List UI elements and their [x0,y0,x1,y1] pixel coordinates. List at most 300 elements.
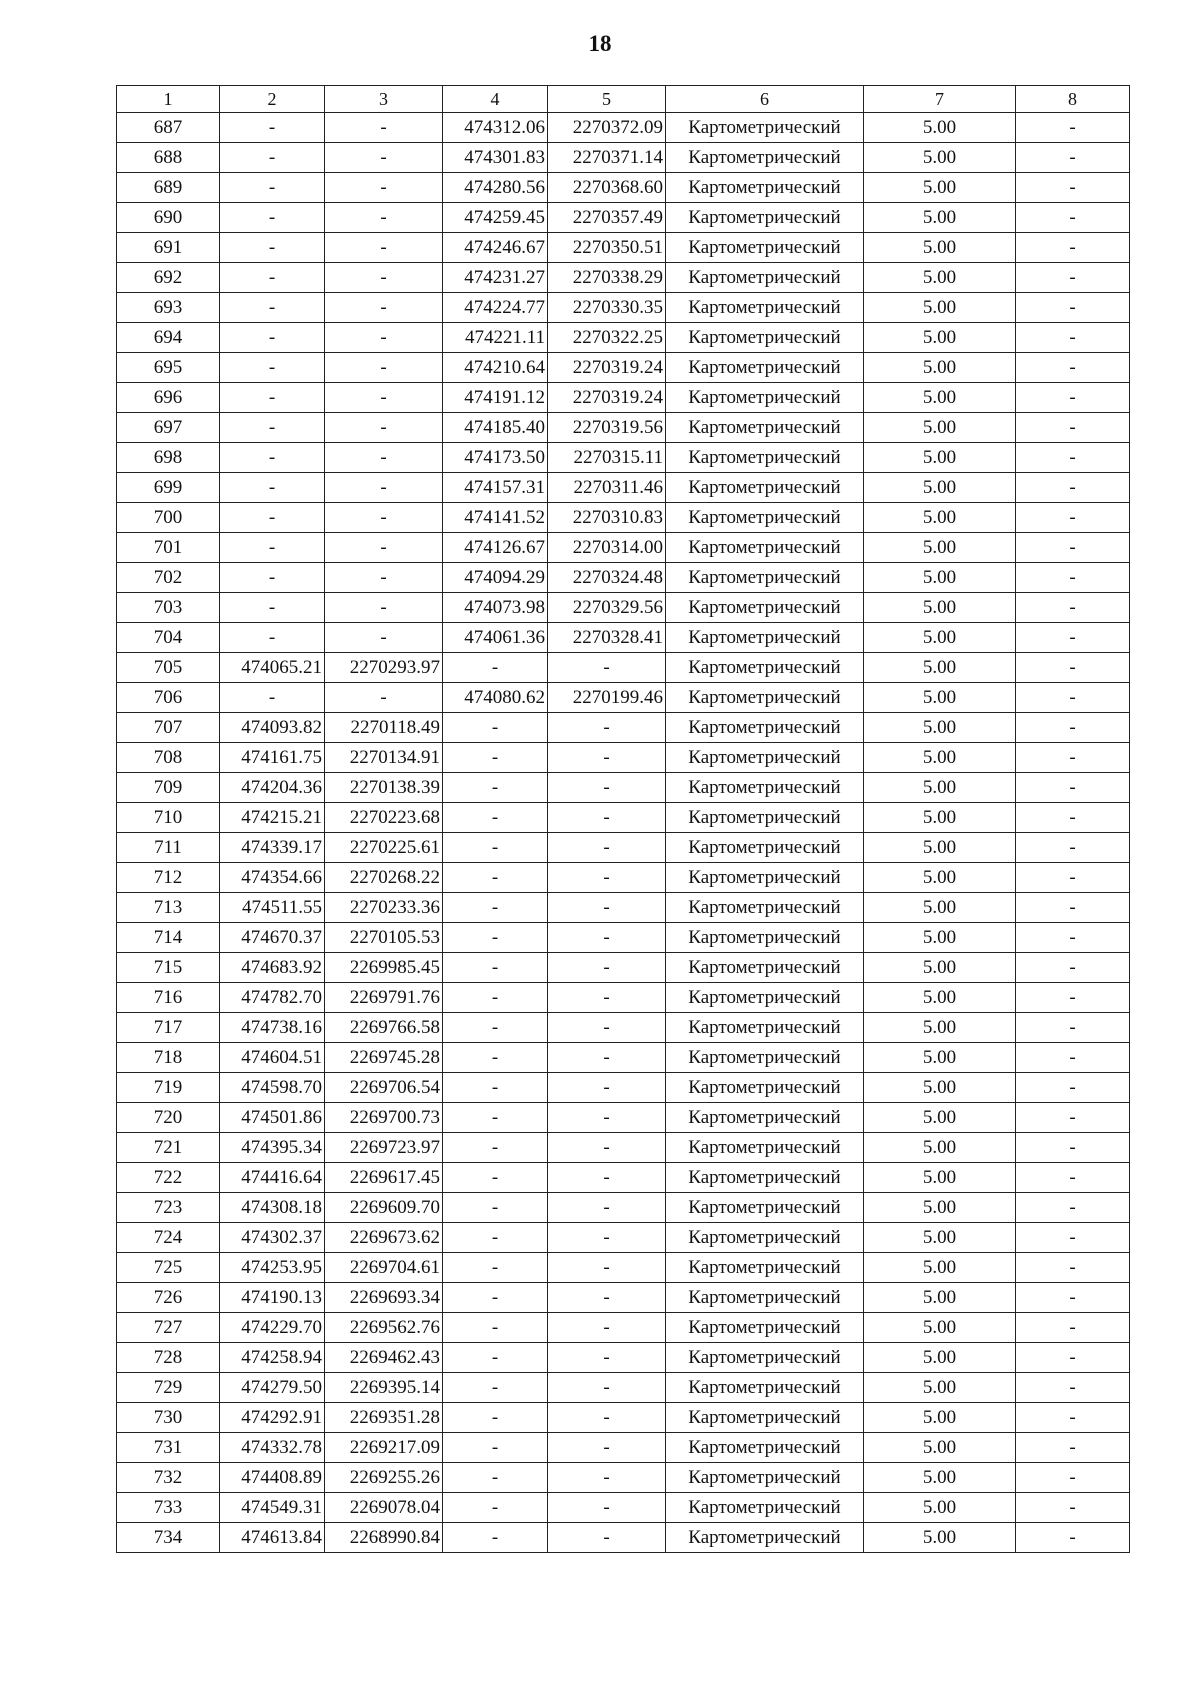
point-number-cell: 701 [117,533,220,563]
table-row [117,1103,1130,1133]
table-row [117,1253,1130,1283]
y-old-cell: 2269745.28 [325,1043,443,1073]
description-cell: - [1016,503,1130,533]
y-old-cell: 2269351.28 [325,1403,443,1433]
table-row [117,773,1130,803]
x-new-cell: 474141.52 [443,503,548,533]
y-new-cell: 2270329.56 [548,593,666,623]
table-row [117,1523,1130,1553]
y-old-cell: 2270293.97 [325,653,443,683]
accuracy-cell: 5.00 [864,1013,1016,1043]
x-old-cell: 474215.21 [220,803,325,833]
y-new-cell: - [548,1253,666,1283]
table-row [117,893,1130,923]
y-new-cell: - [548,1523,666,1553]
accuracy-cell: 5.00 [864,623,1016,653]
x-old-cell: - [220,533,325,563]
description-cell: - [1016,1283,1130,1313]
accuracy-cell: 5.00 [864,233,1016,263]
table-body [117,86,1130,1553]
x-old-cell: 474339.17 [220,833,325,863]
accuracy-cell: 5.00 [864,683,1016,713]
table-row [117,1043,1130,1073]
accuracy-cell: 5.00 [864,1463,1016,1493]
accuracy-cell: 5.00 [864,713,1016,743]
accuracy-cell: 5.00 [864,833,1016,863]
x-old-cell: - [220,353,325,383]
accuracy-cell: 5.00 [864,923,1016,953]
point-number-cell: 712 [117,863,220,893]
y-new-cell: 2270322.25 [548,323,666,353]
method-cell: Картометрический [666,1313,864,1343]
y-old-cell: - [325,683,443,713]
point-number-cell: 726 [117,1283,220,1313]
table-row [117,683,1130,713]
point-number-cell: 687 [117,113,220,143]
description-cell: - [1016,1223,1130,1253]
y-old-cell: - [325,563,443,593]
y-old-cell: - [325,503,443,533]
x-old-cell: 474598.70 [220,1073,325,1103]
accuracy-cell: 5.00 [864,203,1016,233]
accuracy-cell: 5.00 [864,113,1016,143]
point-number-cell: 732 [117,1463,220,1493]
x-old-cell: 474395.34 [220,1133,325,1163]
description-cell: - [1016,863,1130,893]
accuracy-cell: 5.00 [864,1163,1016,1193]
x-old-cell: 474065.21 [220,653,325,683]
accuracy-cell: 5.00 [864,473,1016,503]
header-row [117,86,1130,113]
y-old-cell: - [325,263,443,293]
x-old-cell: 474204.36 [220,773,325,803]
y-new-cell: - [548,1403,666,1433]
y-new-cell: - [548,1193,666,1223]
method-cell: Картометрический [666,233,864,263]
y-old-cell: 2269078.04 [325,1493,443,1523]
x-new-cell: 474312.06 [443,113,548,143]
point-number-cell: 696 [117,383,220,413]
description-cell: - [1016,443,1130,473]
y-old-cell: - [325,413,443,443]
header-cell-1: 1 [117,86,220,113]
x-old-cell: - [220,503,325,533]
point-number-cell: 697 [117,413,220,443]
table-row [117,1373,1130,1403]
point-number-cell: 718 [117,1043,220,1073]
x-old-cell: - [220,173,325,203]
x-old-cell: 474549.31 [220,1493,325,1523]
x-new-cell: - [443,1253,548,1283]
y-old-cell: - [325,443,443,473]
accuracy-cell: 5.00 [864,1103,1016,1133]
x-old-cell: 474511.55 [220,893,325,923]
method-cell: Картометрический [666,893,864,923]
method-cell: Картометрический [666,803,864,833]
x-old-cell: - [220,473,325,503]
y-new-cell: 2270357.49 [548,203,666,233]
y-old-cell: - [325,593,443,623]
x-new-cell: 474301.83 [443,143,548,173]
x-new-cell: - [443,1193,548,1223]
point-number-cell: 720 [117,1103,220,1133]
point-number-cell: 725 [117,1253,220,1283]
method-cell: Картометрический [666,1103,864,1133]
y-new-cell: - [548,1043,666,1073]
description-cell: - [1016,353,1130,383]
y-new-cell: - [548,653,666,683]
description-cell: - [1016,983,1130,1013]
x-old-cell: - [220,113,325,143]
table-row [117,113,1130,143]
table-row [117,293,1130,323]
x-new-cell: 474157.31 [443,473,548,503]
accuracy-cell: 5.00 [864,863,1016,893]
description-cell: - [1016,1103,1130,1133]
method-cell: Картометрический [666,443,864,473]
x-old-cell: - [220,293,325,323]
method-cell: Картометрический [666,293,864,323]
y-old-cell: 2269562.76 [325,1313,443,1343]
point-number-cell: 714 [117,923,220,953]
method-cell: Картометрический [666,1253,864,1283]
description-cell: - [1016,1313,1130,1343]
method-cell: Картометрический [666,1043,864,1073]
x-new-cell: - [443,863,548,893]
accuracy-cell: 5.00 [864,653,1016,683]
x-old-cell: 474683.92 [220,953,325,983]
y-new-cell: - [548,1163,666,1193]
description-cell: - [1016,293,1130,323]
table-row [117,863,1130,893]
x-old-cell: 474279.50 [220,1373,325,1403]
x-new-cell: 474280.56 [443,173,548,203]
point-number-cell: 690 [117,203,220,233]
accuracy-cell: 5.00 [864,593,1016,623]
accuracy-cell: 5.00 [864,173,1016,203]
description-cell: - [1016,563,1130,593]
y-new-cell: - [548,743,666,773]
table-row [117,383,1130,413]
accuracy-cell: 5.00 [864,1043,1016,1073]
y-old-cell: 2269723.97 [325,1133,443,1163]
description-cell: - [1016,953,1130,983]
description-cell: - [1016,413,1130,443]
point-number-cell: 693 [117,293,220,323]
method-cell: Картометрический [666,383,864,413]
y-old-cell: 2270134.91 [325,743,443,773]
point-number-cell: 716 [117,983,220,1013]
method-cell: Картометрический [666,743,864,773]
x-new-cell: 474094.29 [443,563,548,593]
x-new-cell: - [443,923,548,953]
accuracy-cell: 5.00 [864,1493,1016,1523]
point-number-cell: 702 [117,563,220,593]
method-cell: Картометрический [666,1403,864,1433]
method-cell: Картометрический [666,413,864,443]
y-old-cell: 2270268.22 [325,863,443,893]
accuracy-cell: 5.00 [864,1073,1016,1103]
method-cell: Картометрический [666,533,864,563]
y-new-cell: - [548,833,666,863]
table-row [117,923,1130,953]
method-cell: Картометрический [666,1493,864,1523]
method-cell: Картометрический [666,1073,864,1103]
table-row [117,983,1130,1013]
table-row [117,1433,1130,1463]
point-number-cell: 706 [117,683,220,713]
table-row [117,1463,1130,1493]
point-number-cell: 707 [117,713,220,743]
y-old-cell: - [325,173,443,203]
x-new-cell: - [443,1523,548,1553]
y-old-cell: 2270138.39 [325,773,443,803]
x-new-cell: 474080.62 [443,683,548,713]
accuracy-cell: 5.00 [864,263,1016,293]
accuracy-cell: 5.00 [864,533,1016,563]
method-cell: Картометрический [666,683,864,713]
x-new-cell: 474061.36 [443,623,548,653]
x-new-cell: - [443,1403,548,1433]
point-number-cell: 700 [117,503,220,533]
x-new-cell: - [443,1343,548,1373]
description-cell: - [1016,1043,1130,1073]
y-old-cell: 2269462.43 [325,1343,443,1373]
description-cell: - [1016,1463,1130,1493]
method-cell: Картометрический [666,173,864,203]
y-new-cell: - [548,1283,666,1313]
method-cell: Картометрический [666,1223,864,1253]
method-cell: Картометрический [666,1283,864,1313]
y-new-cell: 2270328.41 [548,623,666,653]
accuracy-cell: 5.00 [864,503,1016,533]
description-cell: - [1016,1193,1130,1223]
method-cell: Картометрический [666,1163,864,1193]
accuracy-cell: 5.00 [864,1223,1016,1253]
accuracy-cell: 5.00 [864,1343,1016,1373]
table-row [117,413,1130,443]
x-new-cell: - [443,953,548,983]
y-old-cell: - [325,353,443,383]
y-old-cell: - [325,293,443,323]
table-row [117,503,1130,533]
accuracy-cell: 5.00 [864,983,1016,1013]
y-old-cell: - [325,623,443,653]
x-new-cell: - [443,743,548,773]
x-old-cell: - [220,323,325,353]
method-cell: Картометрический [666,143,864,173]
point-number-cell: 703 [117,593,220,623]
y-new-cell: 2270368.60 [548,173,666,203]
description-cell: - [1016,1523,1130,1553]
x-new-cell: 474210.64 [443,353,548,383]
x-old-cell: - [220,143,325,173]
x-new-cell: - [443,1313,548,1343]
method-cell: Картометрический [666,833,864,863]
y-new-cell: - [548,1463,666,1493]
description-cell: - [1016,833,1130,863]
x-old-cell: - [220,593,325,623]
table-row [117,653,1130,683]
table-row [117,743,1130,773]
y-old-cell: - [325,323,443,353]
y-new-cell: - [548,1133,666,1163]
description-cell: - [1016,1343,1130,1373]
y-new-cell: 2270319.24 [548,353,666,383]
description-cell: - [1016,1073,1130,1103]
table-row [117,593,1130,623]
header-cell-3: 3 [325,86,443,113]
y-old-cell: - [325,203,443,233]
description-cell: - [1016,113,1130,143]
point-number-cell: 694 [117,323,220,353]
method-cell: Картометрический [666,473,864,503]
point-number-cell: 704 [117,623,220,653]
y-new-cell: 2270324.48 [548,563,666,593]
description-cell: - [1016,173,1130,203]
method-cell: Картометрический [666,353,864,383]
x-new-cell: - [443,803,548,833]
method-cell: Картометрический [666,1133,864,1163]
y-new-cell: - [548,773,666,803]
y-new-cell: 2270350.51 [548,233,666,263]
method-cell: Картометрический [666,1523,864,1553]
y-old-cell: 2269617.45 [325,1163,443,1193]
table-row [117,1133,1130,1163]
table-row [117,1403,1130,1433]
x-new-cell: - [443,1013,548,1043]
y-new-cell: - [548,1013,666,1043]
x-old-cell: - [220,623,325,653]
x-new-cell: 474173.50 [443,443,548,473]
method-cell: Картометрический [666,563,864,593]
point-number-cell: 705 [117,653,220,683]
point-number-cell: 711 [117,833,220,863]
table-row [117,203,1130,233]
x-new-cell: - [443,1073,548,1103]
point-number-cell: 729 [117,1373,220,1403]
x-new-cell: - [443,1283,548,1313]
x-new-cell: - [443,1463,548,1493]
point-number-cell: 698 [117,443,220,473]
point-number-cell: 691 [117,233,220,263]
description-cell: - [1016,1163,1130,1193]
header-cell-4: 4 [443,86,548,113]
description-cell: - [1016,233,1130,263]
x-new-cell: - [443,983,548,1013]
description-cell: - [1016,893,1130,923]
point-number-cell: 709 [117,773,220,803]
point-number-cell: 724 [117,1223,220,1253]
x-new-cell: 474224.77 [443,293,548,323]
x-new-cell: - [443,773,548,803]
description-cell: - [1016,323,1130,353]
y-new-cell: - [548,1373,666,1403]
y-old-cell: - [325,113,443,143]
x-new-cell: - [443,653,548,683]
y-new-cell: 2270338.29 [548,263,666,293]
description-cell: - [1016,803,1130,833]
accuracy-cell: 5.00 [864,953,1016,983]
method-cell: Картометрический [666,623,864,653]
accuracy-cell: 5.00 [864,743,1016,773]
y-old-cell: 2270233.36 [325,893,443,923]
table-row [117,1013,1130,1043]
method-cell: Картометрический [666,713,864,743]
accuracy-cell: 5.00 [864,1193,1016,1223]
description-cell: - [1016,1013,1130,1043]
y-new-cell: - [548,1103,666,1133]
x-old-cell: 474302.37 [220,1223,325,1253]
accuracy-cell: 5.00 [864,1133,1016,1163]
accuracy-cell: 5.00 [864,803,1016,833]
table-row [117,1313,1130,1343]
table-row [117,473,1130,503]
point-number-cell: 719 [117,1073,220,1103]
method-cell: Картометрический [666,1463,864,1493]
x-old-cell: 474416.64 [220,1163,325,1193]
method-cell: Картометрический [666,203,864,233]
accuracy-cell: 5.00 [864,893,1016,923]
y-new-cell: 2270311.46 [548,473,666,503]
y-new-cell: - [548,1493,666,1523]
table-row [117,1493,1130,1523]
table-row [117,1223,1130,1253]
y-old-cell: 2269706.54 [325,1073,443,1103]
point-number-cell: 731 [117,1433,220,1463]
x-old-cell: - [220,233,325,263]
description-cell: - [1016,1253,1130,1283]
method-cell: Картометрический [666,323,864,353]
y-old-cell: - [325,383,443,413]
description-cell: - [1016,143,1130,173]
table-row [117,953,1130,983]
point-number-cell: 727 [117,1313,220,1343]
y-old-cell: 2269704.61 [325,1253,443,1283]
y-old-cell: - [325,143,443,173]
point-number-cell: 688 [117,143,220,173]
x-new-cell: 474231.27 [443,263,548,293]
table-row [117,1193,1130,1223]
method-cell: Картометрический [666,1433,864,1463]
table-row [117,1163,1130,1193]
description-cell: - [1016,203,1130,233]
y-old-cell: 2269693.34 [325,1283,443,1313]
description-cell: - [1016,593,1130,623]
description-cell: - [1016,683,1130,713]
header-cell-6: 6 [666,86,864,113]
x-new-cell: - [443,1103,548,1133]
description-cell: - [1016,923,1130,953]
method-cell: Картометрический [666,263,864,293]
page-number: 18 [588,31,612,56]
description-cell: - [1016,1373,1130,1403]
y-old-cell: 2269766.58 [325,1013,443,1043]
y-new-cell: - [548,713,666,743]
description-cell: - [1016,773,1130,803]
x-new-cell: 474073.98 [443,593,548,623]
y-old-cell: 2269673.62 [325,1223,443,1253]
y-old-cell: 2269395.14 [325,1373,443,1403]
accuracy-cell: 5.00 [864,443,1016,473]
table-row [117,173,1130,203]
point-number-cell: 695 [117,353,220,383]
header-cell-5: 5 [548,86,666,113]
x-old-cell: 474613.84 [220,1523,325,1553]
table-row [117,713,1130,743]
x-new-cell: - [443,1433,548,1463]
y-old-cell: 2269609.70 [325,1193,443,1223]
